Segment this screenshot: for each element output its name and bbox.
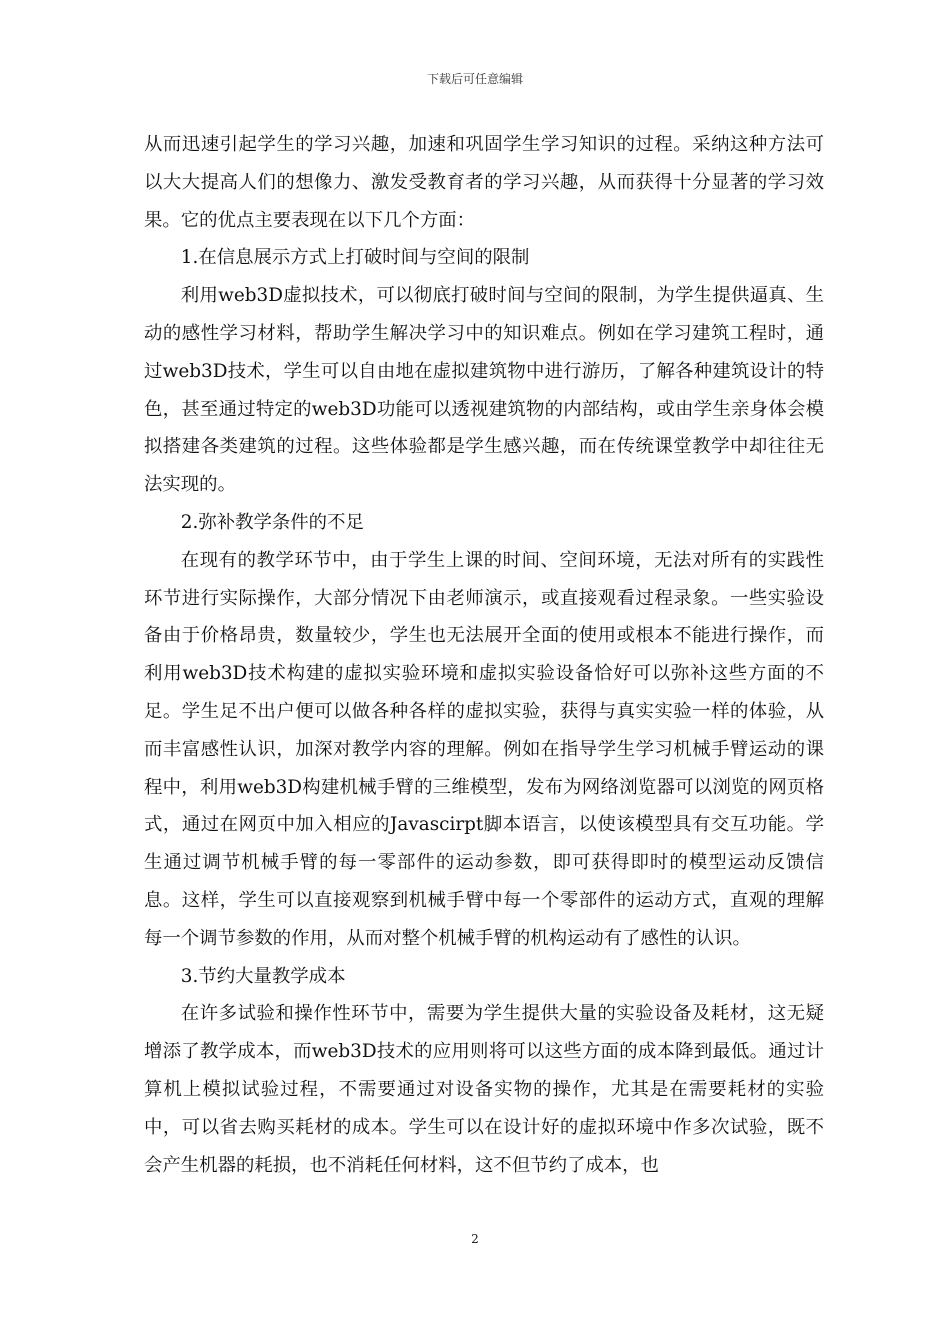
paragraph-section-2: 在现有的教学环节中，由于学生上课的时间、空间环境，无法对所有的实践性环节进行实际操作，大部分情况下由老师演示，或直接观看过程录象。一些实验设备由于价格昂贵，数量较少，学生也无法展开全面的使用或根本不能进行操作，而利用web3D技术构建的虚拟实验环境和虚拟实验设备恰好可以弥补这些方面的不足。学生足不出户便可以做各种各样的虚拟实验，获得与真实实验一样的体验，从而丰富感性认识，加深对教学内容的理解。例如在指导学生学习机械手臂运动的课程中，利用web3D构建机械手臂的三维模型，发布为网络浏览器可以浏览的网页格式，通过在网页中加入相应的Javascirpt脚本语言，以使该模型具有交互功能。学生通过调节机械手臂的每一零部件的运动参数，即可获得即时的模型运动反馈信息。这样，学生可以直接观察到机械手臂中每一个零部件的运动方式，直观的理解每一个调节参数的作用，从而对整个机械手臂的机构运动有了感性的认识。 <box>144 549 824 949</box>
paragraph-continuation: 从而迅速引起学生的学习兴趣，加速和巩固学生学习知识的过程。采纳这种方法可以大大提高人们的想像力、激发受教育者的学习兴趣，从而获得十分显著的学习效果。它的优点主要表现在以下几个方面： <box>144 134 824 231</box>
section-heading-1: 1.在信息展示方式上打破时间与空间的限制 <box>180 247 530 269</box>
page-header: 下载后可任意编辑 <box>426 72 523 86</box>
body-text <box>144 126 824 1184</box>
page-number: 2 <box>471 1232 479 1246</box>
paragraph-section-3: 在许多试验和操作性环节中，需要为学生提供大量的实验设备及耗材，这无疑增添了教学成本，而web3D技术的应用则将可以这些方面的成本降到最低。通过计算机上模拟试验过程，不需要通过对设备实物的操作，尤其是在需要耗材的实验中，可以省去购买耗材的成本。学生可以在设计好的虚拟环境中作多次试验，既不会产生机器的耗损，也不消耗任何材料，这不但节约了成本，也 <box>144 1003 824 1176</box>
section-heading-3: 3.节约大量教学成本 <box>180 965 346 987</box>
paragraph-section-1: 利用web3D虚拟技术，可以彻底打破时间与空间的限制，为学生提供逼真、生动的感性学习材料，帮助学生解决学习中的知识难点。例如在学习建筑工程时，通过web3D技术，学生可以自由地在虚拟建筑物中进行游历，了解各种建筑设计的特色，甚至通过特定的web3D功能可以透视建筑物的内部结构，或由学生亲身体会模拟搭建各类建筑的过程。这些体验都是学生感兴趣，而在传统课堂教学中却往往无法实现的。 <box>144 285 824 496</box>
section-heading-2: 2.弥补教学条件的不足 <box>180 511 364 533</box>
